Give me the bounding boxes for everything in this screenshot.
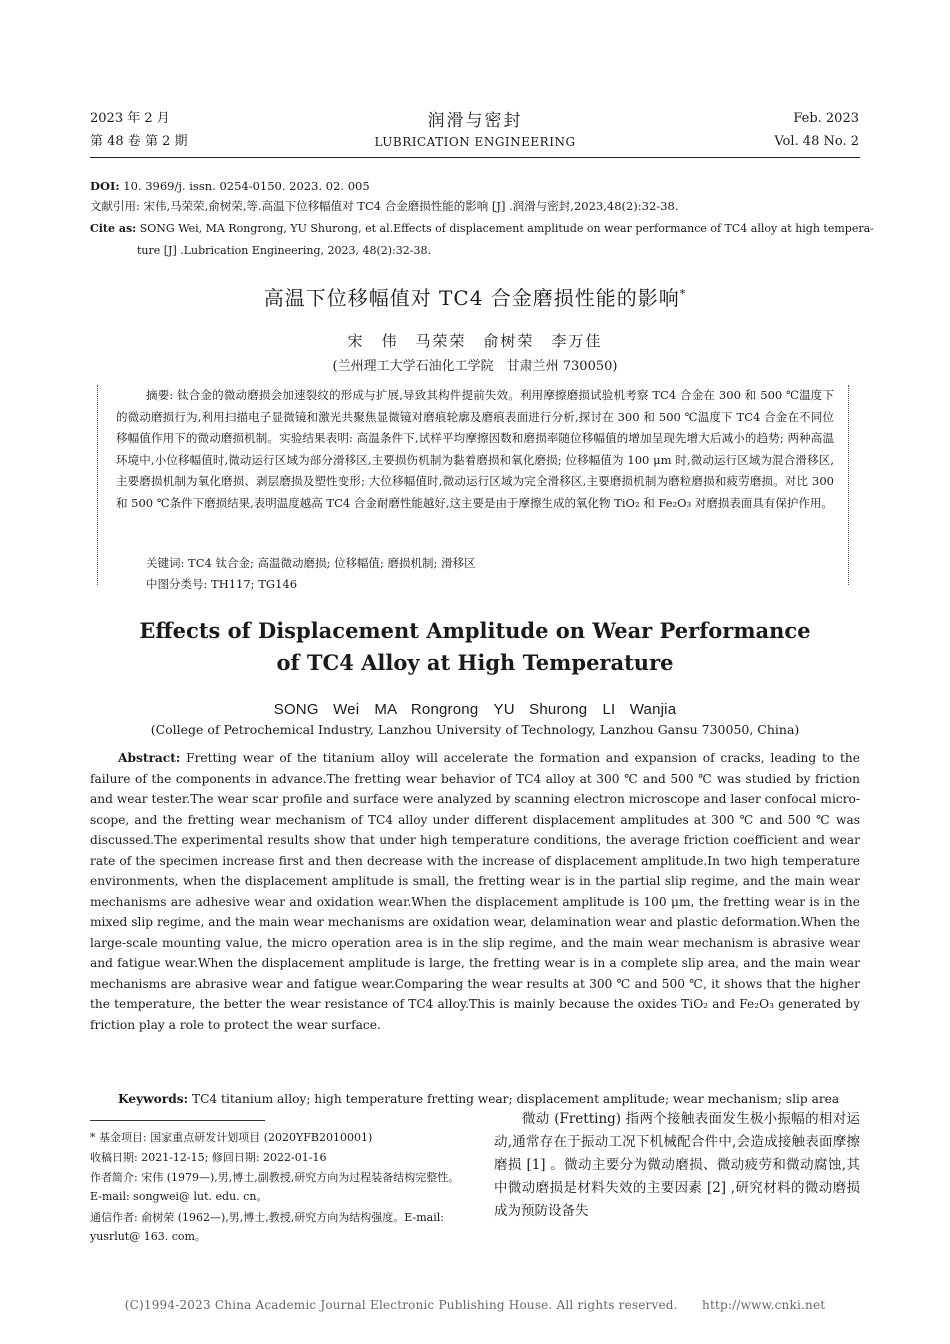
cite-en-line [90,219,874,238]
fund-mark: * [679,287,687,301]
right-border-ornament [848,385,857,585]
abstract-en-text: Fretting wear of the titanium alloy will accelerate the formation and expansion of cracks, leading to the failure of the components in advance.The fretting wear behavior of TC4 alloy at 300 ℃ and 500 ℃ was studied by friction and wear tester.The wear scar profile and surface were analyzed by scanning electron microscope and laser confocal micro-scope, and the fretting wear mechanism of TC4 alloy under different displacement amplitudes at 300 ℃ and 500 ℃ was discussed.The experimental results show that under high temperature conditions, the average friction coefficient and wear rate of the specimen increase first and then decrease with the increase of displacement amplitude.In two high temperature environments, when the displacement amplitude is small, the fretting wear is in the partial slip regime, and the main wear mechanisms are adhesive wear and oxidation wear.When the displacement amplitude is 100 μm, the fretting wear is in the mixed slip regime, and the main wear mechanisms are oxidation wear, delamination wear and plastic deformation.When the large-scale mounting value, the micro operation area is in the slip regime, and the main wear mechanism is abrasive wear and fatigue wear.When the displacement amplitude is large, the fretting wear is in a complete slip area, and the main wear mechanisms are abrasive wear and fatigue wear.Comparing the wear results at 300 ℃ and 500 ℃, it shows that the higher the temperature, the better the wear resistance of TC4 alloy.This is mainly because the oxides TiO₂ and Fe₂O₃ generated by friction play a role to protect the wear surface. [90,751,860,1032]
journal-name-en: LUBRICATION ENGINEERING [374,135,576,149]
affiliation-cn: (兰州理工大学石油化工学院 甘肃兰州 730050) [332,359,618,374]
doi-label: DOI: [90,179,120,193]
paper-title-en-line1: Effects of Displacement Amplitude on Wear Performance [139,618,811,643]
journal-name-cn: 润滑与密封 [427,111,523,131]
footnote-dates: 收稿日期: 2021-12-15; 修回日期: 2022-01-16 [90,1151,327,1164]
footnote-corresponding: 通信作者: 俞树荣 (1962—),男,博士,教授,研究方向为结构强度。E-mail: yusrlut@ 163. com。 [90,1211,444,1243]
cite-en-text-1: SONG Wei, MA Rongrong, YU Shurong, et al.Effects of displacement amplitude on wear performance of TC4 alloy at high tempera- [136,222,874,235]
cite-en-label: Cite as: [90,222,137,235]
keywords-en-label: Keywords: [118,1092,189,1106]
body-intro-paragraph: 微动 (Fretting) 指两个接触表面发生极小振幅的相对运动,通常存在于振动工况下机械配合件中,会造成接触表面摩擦磨损 [1] 。微动主要分为微动磨损、微动疲劳和微动腐蚀,其中微动磨损是材料失效的主要因素 [2] ,研究材料的微动磨损成为预防设备失 [494,1111,860,1219]
cite-en-text-2: ture [J] .Lubrication Engineering, 2023, 48(2):32-38. [137,244,431,257]
keywords-cn: 关键词: TC4 钛合金; 高温微动磨损; 位移幅值; 磨损机制; 滑移区 [146,556,476,570]
doi-value: 10. 3969/j. issn. 0254-0150. 2023. 02. 005 [119,179,370,193]
footnote-author-bio: 作者简介: 宋伟 (1979—),男,博士,副教授,研究方向为过程装备结构完整性。E-mail: songwei@ lut. edu. cn。 [90,1171,460,1203]
paper-title-cn-text: 高温下位移幅值对 TC4 合金磨损性能的影响 [263,286,680,310]
keywords-en [118,1089,858,1110]
authors-en: SONG Wei MA Rongrong YU Shurong LI Wanjia [273,701,677,718]
cite-cn-line [90,197,860,216]
header-date-en: Feb. 2023 [793,111,859,126]
affiliation-en: (College of Petrochemical Industry, Lanzhou University of Technology, Lanzhou Gansu 730050, China) [150,722,800,737]
footnote-fund: * 基金项目: 国家重点研发计划项目 (2020YFB2010001) [90,1131,373,1144]
paper-title-cn [0,282,950,311]
header-rule [90,157,860,158]
footnote-rule [90,1120,265,1121]
paper-title-en-line2: of TC4 Alloy at High Temperature [276,650,674,675]
header-date-cn: 2023 年 2 月 [90,111,170,126]
abstract-en-label: Abstract: [118,751,181,765]
keywords-en-text: TC4 titanium alloy; high temperature fretting wear; displacement amplitude; wear mechanism; slip area [188,1092,840,1106]
copyright-notice: (C)1994-2023 China Academic Journal Electronic Publishing House. All rights reserved. http://www.cnki.net [124,1298,826,1312]
authors-cn: 宋 伟 马荣荣 俞树荣 李万佳 [347,332,603,350]
doi-line [90,177,860,196]
cite-cn-label: 文献引用: [90,199,140,213]
header-volume-cn: 第 48 卷 第 2 期 [90,134,188,149]
abstract-cn: 摘要: 钛合金的微动磨损会加速裂纹的形成与扩展,导致其构件提前失效。利用摩擦磨损试验机考察 TC4 合金在 300 和 500 ℃温度下的微动磨损行为,利用扫描电子显微镜和激光共聚焦显微镜对磨痕轮廓及磨痕表面进行分析,探讨在 300 和 500 ℃温度下 TC4 合金在不同位移幅值作用下的微动磨损机制。实验结果表明: 高温条件下,试样平均摩擦因数和磨损率随位移幅值的增加呈现先增大后减小的趋势; 两种高温环境中,小位移幅值时,微动运行区域为部分滑移区,主要损伤机制为黏着磨损和氧化磨损; 位移幅值为 100 μm 时,微动运行区域为混合滑移区,主要磨损机制为氧化磨损、剥层磨损及塑性变形; 大位移幅值时,微动运行区域为完全滑移区,主要磨损机制为磨粒磨损和疲劳磨损。对比 300 和 500 ℃条件下磨损结果,表明温度越高 TC4 合金耐磨性能越好,这主要是由于摩擦生成的氧化物 TiO₂ 和 Fe₂O₃ 对磨损表面具有保护作用。 [116,388,834,510]
clc-number: 中图分类号: TH117; TG146 [146,577,298,591]
left-border-ornament [97,385,106,585]
header-volume-en: Vol. 48 No. 2 [774,134,859,149]
cite-cn-text: 宋伟,马荣荣,俞树荣,等.高温下位移幅值对 TC4 合金磨损性能的影响 [J] .润滑与密封,2023,48(2):32-38. [139,199,679,213]
abstract-en [90,748,860,1035]
